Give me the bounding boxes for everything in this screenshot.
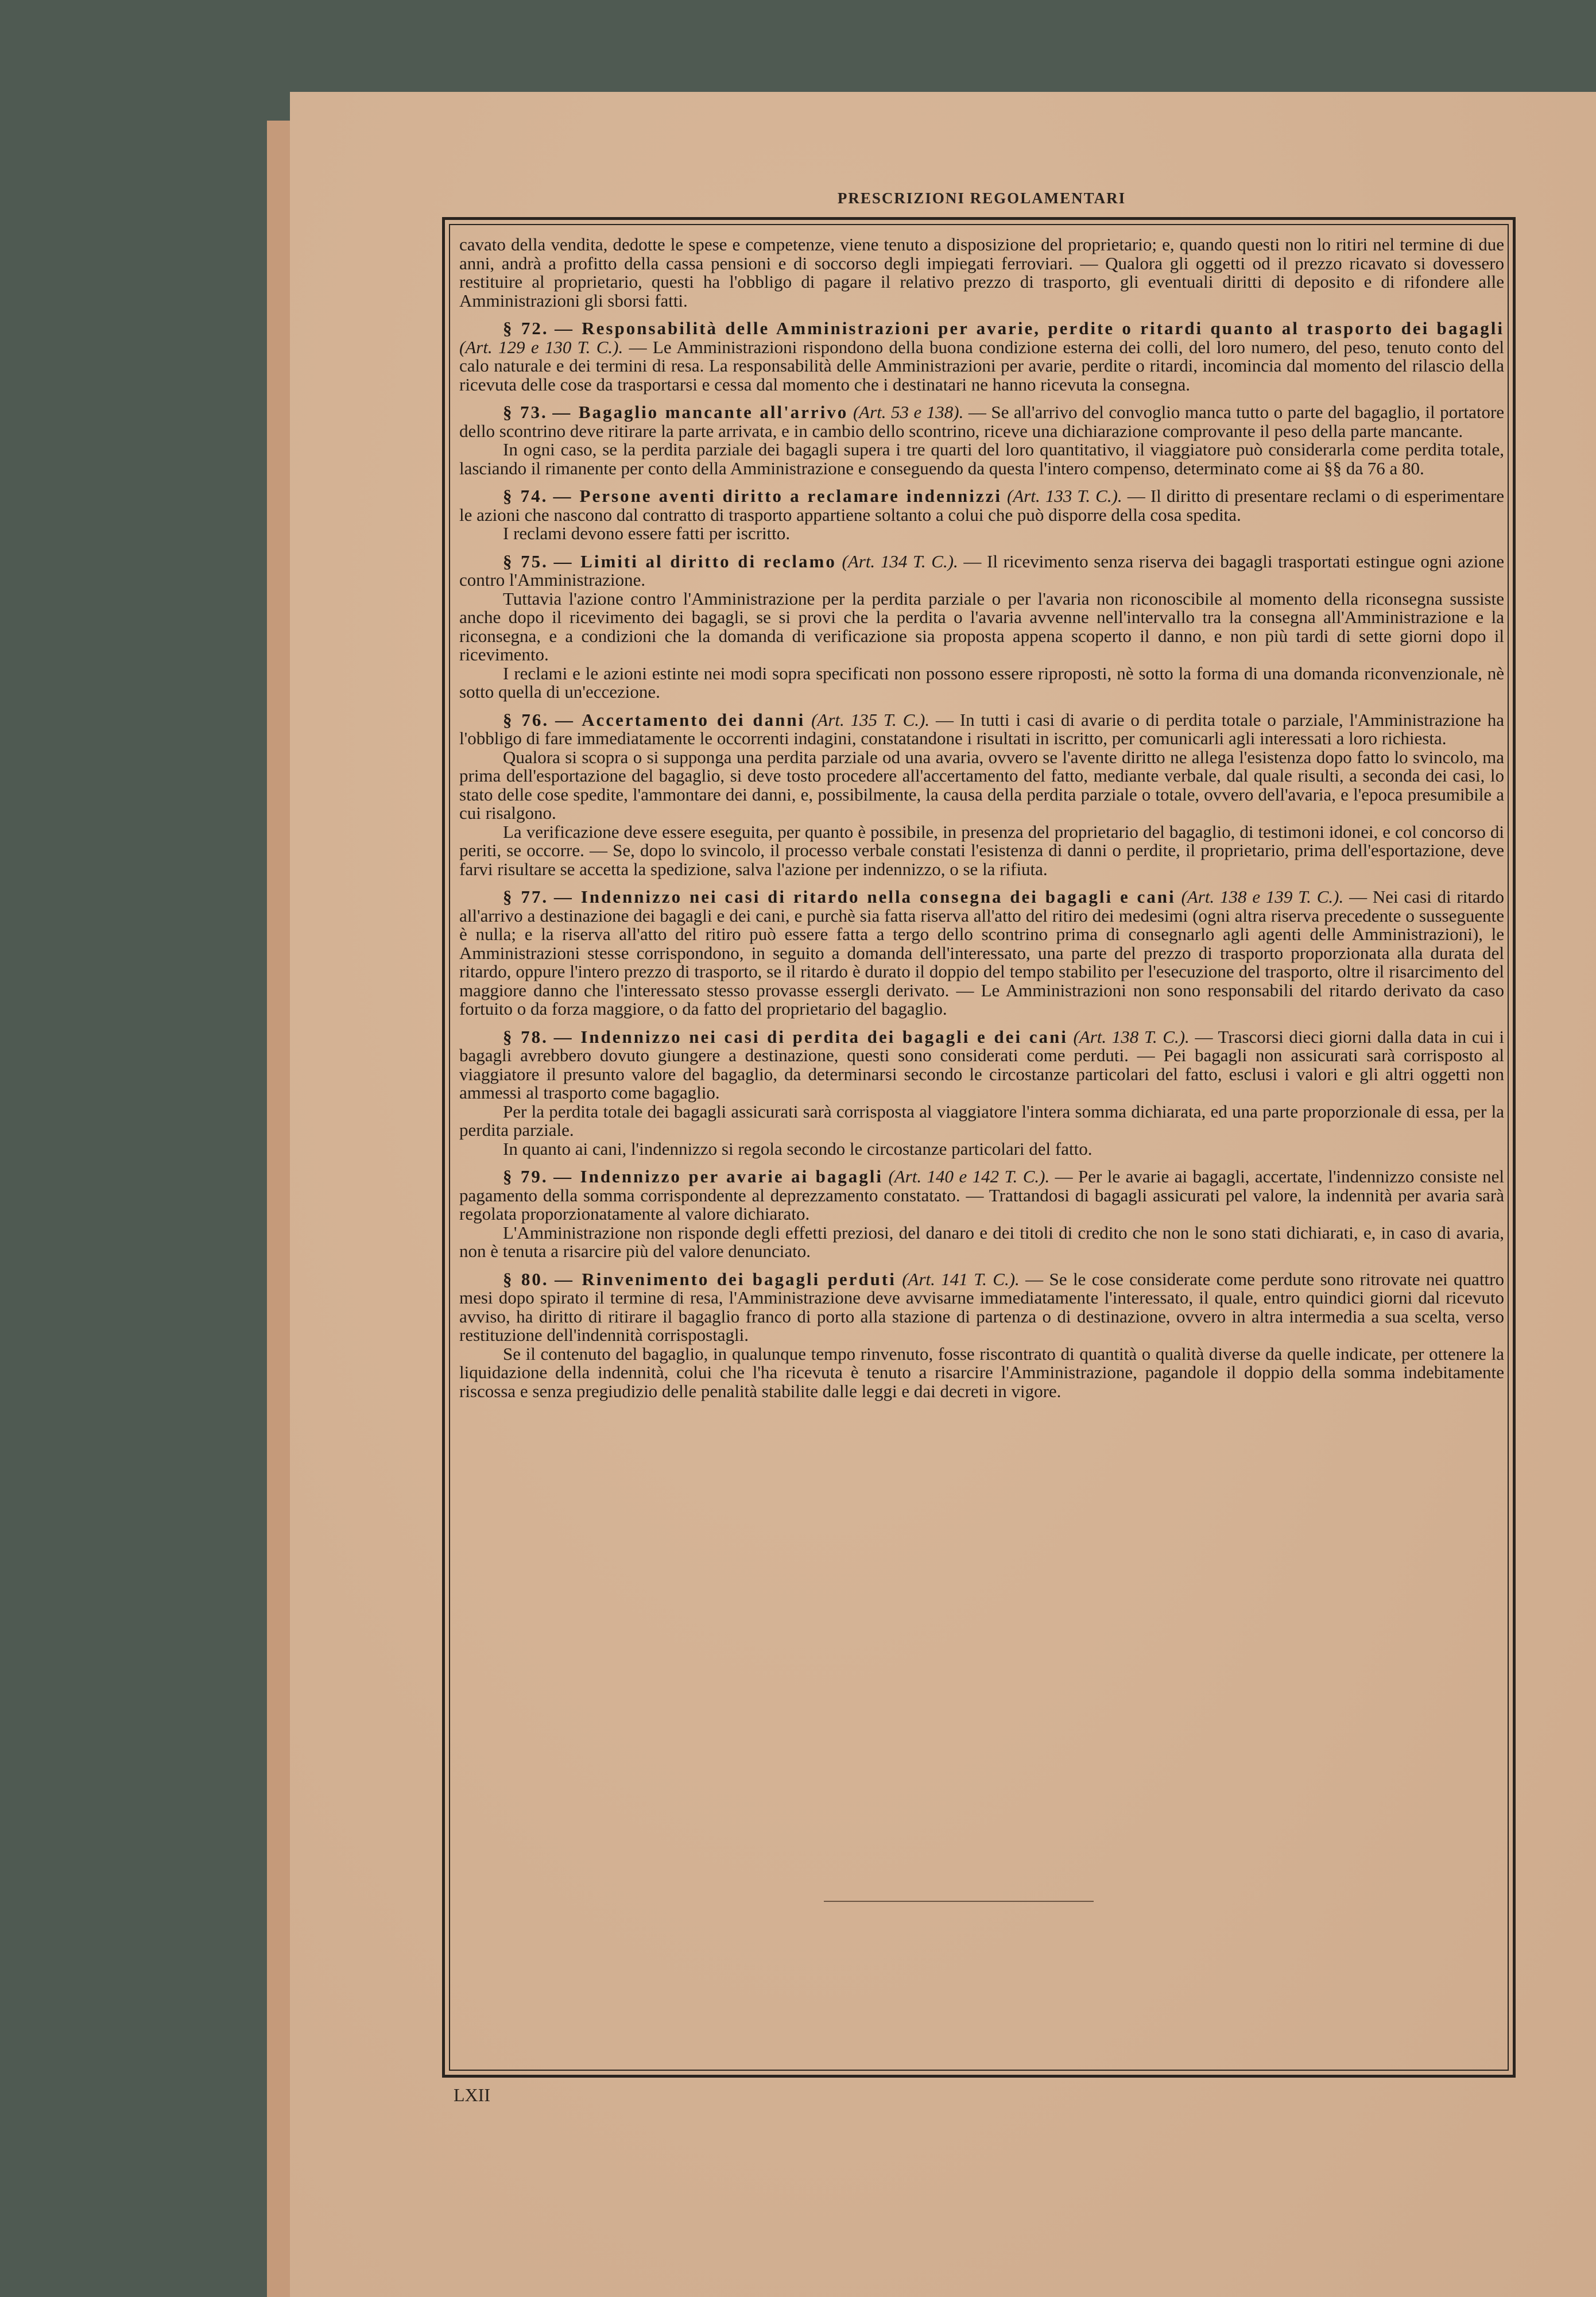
section-article-ref: (Art. 138 e 139 T. C.). <box>1181 887 1344 907</box>
section-subparagraph: Tuttavia l'azione contro l'Amministrazione per la perdita parziale o per l'avaria non riconoscibile al momento della riconsegna sussiste anche dopo il ricevimento dei bagagli, se si provi che la perdita o l'avaria avvenne nell'intervallo tra la consegna all'Amministrazione e la riconsegna, e a condizioni che la domanda di verificazione sia proposta appena scoperto il danno, e non più tardi di sette giorni dopo il ricevimento. <box>459 588 1504 664</box>
section-subparagraph: I reclami devono essere fatti per iscritto. <box>503 523 791 543</box>
section-subparagraph: In ogni caso, se la perdita parziale dei bagagli supera i tre quarti del loro quantitativo, il viaggiatore può considerarla come perdita totale, lasciando il rimanente per conto della Amministrazione e conseguendo da questa l'intero compenso, determinato come ai §§ da 76 a 80. <box>459 439 1504 478</box>
section-number: § 77. <box>503 887 549 907</box>
section-article-ref: (Art. 138 T. C.). <box>1073 1026 1190 1047</box>
section-number: § 76. <box>503 709 549 730</box>
section-paragraph <box>459 1028 1504 1103</box>
section-number: § 78. <box>503 1026 548 1047</box>
section-paragraph <box>459 487 1504 524</box>
section-subparagraph: L'Amministrazione non risponde degli effetti preziosi, del danaro e dei titoli di credito che non le sono stati dichiarati, e, in caso di avaria, non è tenuta a risarcire più del valore denunciato. <box>459 1222 1504 1261</box>
page-number: LXII <box>454 2085 490 2105</box>
section-article-ref: (Art. 140 e 142 T. C.). <box>888 1166 1050 1186</box>
section-title: — Persone aventi diritto a reclamare indennizzi <box>553 486 1002 506</box>
section-number: § 72. <box>503 318 549 338</box>
section-paragraph <box>459 319 1504 394</box>
section-title: — Bagaglio mancante all'arrivo <box>552 402 849 422</box>
section-paragraph <box>459 403 1504 440</box>
footer-rule <box>824 1901 1094 1902</box>
section-title: — Accertamento dei danni <box>555 709 805 730</box>
section-body: — Trascorsi dieci giorni dalla data in cui i bagagli avrebbero dovuto giungere a destinazione, questi sono considerati come perduti. — Pei bagagli non assicurati sarà corrisposto al viaggiatore il presunto valore del bagaglio, da determinarsi secondo le circostanze particolari del fatto, esclusi i valori e gli altri oggetti non ammessi al trasporto come bagaglio. <box>459 1026 1505 1103</box>
section-paragraph <box>459 552 1504 590</box>
section-article-ref: (Art. 133 T. C.). <box>1007 486 1122 506</box>
section-title: — Indennizzo nei casi di ritardo nella consegna dei bagagli e cani <box>553 887 1176 907</box>
section-body: — Le Amministrazioni rispondono della buona condizione esterna dei colli, del loro numero, del peso, tenuto conto del calo naturale e dei termini di resa. La responsabilità delle Amministrazioni per avarie, perdite o ritardi, incomincia dal momento del rilascio della ricevuta delle cose da trasportarsi e cessa dal momento che i destinatari ne hanno ricevuta la consegna. <box>459 337 1505 395</box>
section-subparagraph: Qualora si scopra o si supponga una perdita parziale od una avaria, ovvero se l'avente diritto ne allega l'esistenza dopo fatto lo svincolo, ma prima dell'esportazione del bagaglio, si deve tosto procedere all'accertamento del fatto, mediante verbale, dal quale risulti, a seconda dei casi, lo stato delle cose spedite, l'ammontare dei danni, e, possibilmente, la causa della perdita parziale o totale, ovvero dell'avaria, e l'epoca presumibile a cui risalgono. <box>459 747 1504 823</box>
section-title: — Rinvenimento dei bagagli perduti <box>555 1269 896 1289</box>
section-paragraph <box>459 711 1504 748</box>
section-body: — Il ricevimento senza riserva dei bagagli trasportati estingue ogni azione contro l'Amministrazione. <box>459 551 1505 590</box>
section-article-ref: (Art. 135 T. C.). <box>811 709 930 730</box>
section-body: — Se le cose considerate come perdute sono ritrovate nei quattro mesi dopo spirato il termine di resa, l'Amministrazione deve avvisarne immediatamente l'interessato, il quale, entro quindici giorni dal ricevuto avviso, ha diritto di ritirare il bagaglio franco di porto alla stazione di partenza o di destinazione, ovvero in altra intermedia a sua scelta, verso restituzione dell'indennità corrispostagli. <box>459 1269 1504 1345</box>
section-body: — Se all'arrivo del convoglio manca tutto o parte del bagaglio, il portatore dello scontrino deve ritirare la parte arrivata, e in cambio dello scontrino, riceve una dichiarazione comprovante il peso della parte mancante. <box>459 402 1505 441</box>
section-subparagraph: In quanto ai cani, l'indennizzo si regola secondo le circostanze particolari del fatto. <box>503 1138 1093 1159</box>
running-header: PRESCRIZIONI REGOLAMENTARI <box>837 190 1126 207</box>
section-title: — Indennizzo nei casi di perdita dei bagagli e dei cani <box>553 1026 1068 1047</box>
section-body: — In tutti i casi di avarie o di perdita totale o parziale, l'Amministrazione ha l'obbligo di fare immediatamente le occorrenti indagini, constatandone i risultati in iscritto, per comunicarli agli interessati a loro richiesta. <box>459 709 1505 748</box>
section-article-ref: (Art. 134 T. C.). <box>842 551 958 571</box>
intro-paragraph: cavato della vendita, dedotte le spese e competenze, viene tenuto a disposizione del proprietario; e, quando questi non lo ritiri nel termine di due anni, andrà a profitto della cassa pensioni e di soccorso degli impiegati ferroviari. — Qualora gli oggetti od il prezzo ricavato si dovessero restituire al proprietario, questi ha l'obbligo di pagare il relativo prezzo di trasporto, gli eventuali diritti di deposito e di rifondere alle Amministrazioni gli sborsi fatti. <box>459 234 1504 311</box>
section-paragraph <box>459 888 1504 1019</box>
section-subparagraph: Se il contenuto del bagaglio, in qualunque tempo rinvenuto, fosse riscontrato di quantità o qualità diverse da quelle indicate, per ottenere la liquidazione della indennità, colui che l'ha ricevuta è tenuto a risarcire l'Amministrazione, pagandole il doppio della somma indebitamente riscossa e senza pregiudizio delle penalità stabilite dalle leggi e dai decreti in vigore. <box>459 1343 1504 1401</box>
section-subparagraph: Per la perdita totale dei bagagli assicurati sarà corrisposta al viaggiatore l'intera somma dichiarata, ed una parte proporzionale di essa, per la perdita parziale. <box>459 1101 1504 1140</box>
section-subparagraph: I reclami e le azioni estinte nei modi sopra specificati non possono essere riproposti, nè sotto la forma di una domanda riconvenzionale, nè sotto quella di un'eccezione. <box>459 663 1504 702</box>
section-number: § 73. <box>503 402 548 422</box>
document-body <box>459 235 1504 1401</box>
page-edge <box>267 121 293 2297</box>
section-article-ref: (Art. 53 e 138). <box>853 402 964 422</box>
section-paragraph <box>459 1167 1504 1224</box>
section-subparagraph: La verificazione deve essere eseguita, per quanto è possibile, in presenza del proprietario del bagaglio, di testimoni idonei, e col concorso di periti, se occorre. — Se, dopo lo svincolo, il processo verbale constati l'esistenza di danni o perdite, il proprietario, prima dell'esportazione, deve farvi risultare se accetta la spedizione, salva l'azione per indennizzo, o se la rifiuta. <box>459 821 1504 879</box>
section-body: — Nei casi di ritardo all'arrivo a destinazione dei bagagli e dei cani, e purchè sia fatta riserva all'atto del ritiro dei medesimi (ogni altra riserva precedente o susseguente è nulla; e la riserva all'atto del ritiro può essere fatta a tergo dello scontrino prima di consegnarlo agli agenti delle Amministrazioni), le Amministrazioni stesse corrispondono, in seguito a domanda dell'interessato, una parte del prezzo di trasporto proporzionata alla durata del ritardo, oppure l'intero prezzo di trasporto, se il ritardo è durato il doppio del tempo stabilito per l'esecuzione del trasporto, oltre il risarcimento del maggiore danno che l'interessato stesso provasse essergli derivato. — Le Amministrazioni non sono responsabili del ritardo derivato da caso fortuito o da forza maggiore, o da fatto del proprietario del bagaglio. <box>459 887 1505 1019</box>
section-title: — Indennizzo per avarie ai bagagli <box>553 1166 884 1186</box>
section-body: — Il diritto di presentare reclami o di esperimentare le azioni che nascono dal contratto di trasporto appartiene soltanto a colui che può disporre della cosa spedita. <box>459 486 1505 525</box>
section-number: § 75. <box>503 551 548 571</box>
section-paragraph <box>459 1270 1504 1345</box>
section-number: § 79. <box>503 1166 548 1186</box>
section-number: § 74. <box>503 486 548 506</box>
section-number: § 80. <box>503 1269 549 1289</box>
section-article-ref: (Art. 129 e 130 T. C.). <box>459 337 623 357</box>
section-title: — Limiti al diritto di reclamo <box>553 551 836 571</box>
section-title: — Responsabilità delle Amministrazioni per avarie, perdite o ritardi quanto al trasporto dei bagagli <box>554 318 1504 338</box>
section-body: — Per le avarie ai bagagli, accertate, l'indennizzo consiste nel pagamento della somma corrispondente al deprezzamento constatato. — Trattandosi di bagagli assicurati pel valore, la indennità per avaria sarà regolata proporzionatamente al valore dichiarato. <box>459 1166 1504 1224</box>
section-article-ref: (Art. 141 T. C.). <box>902 1269 1020 1289</box>
